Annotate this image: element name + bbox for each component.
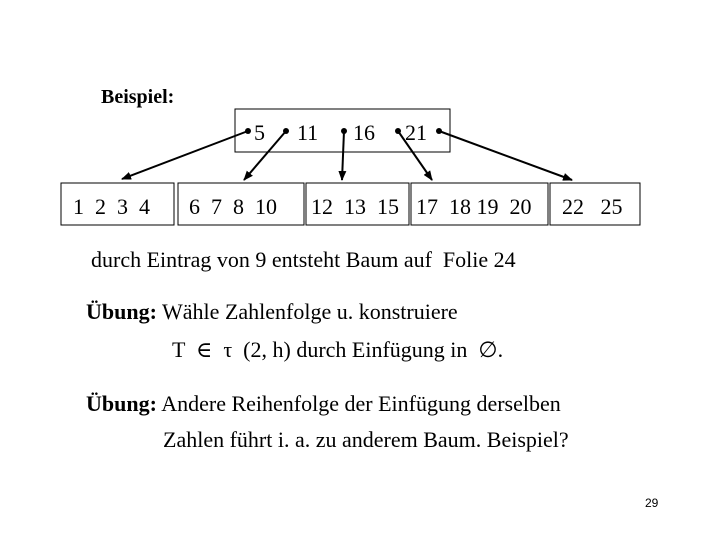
- example-heading: Beispiel:: [101, 86, 175, 108]
- root-key: 11: [297, 120, 319, 145]
- exercise-label: Übung:: [86, 299, 157, 324]
- page-number: 29: [645, 496, 659, 510]
- exercise-text: Andere Reihenfolge der Einfügung derselben: [161, 391, 561, 416]
- child-node-keys: 1 2 3 4: [73, 194, 150, 219]
- note-text: durch Eintrag von 9 entsteht Baum auf Folie 24: [91, 247, 516, 272]
- pointer-arrow: [342, 131, 344, 180]
- pointer-arrow: [439, 131, 572, 180]
- root-key: 16: [353, 120, 375, 145]
- child-node-keys: 12 13 15: [311, 194, 399, 219]
- root-key: 5: [254, 120, 265, 145]
- pointer-arrow: [122, 131, 248, 179]
- root-key: 21: [405, 120, 427, 145]
- exercise-2: [86, 391, 561, 417]
- exercise-1-line-2: T ∈ τ (2, h) durch Einfügung in ∅.: [172, 337, 504, 362]
- exercise-1: [86, 299, 458, 325]
- exercise-text: Wähle Zahlenfolge u. konstruiere: [162, 299, 458, 324]
- pointer-arrow: [244, 131, 286, 180]
- exercise-label: Übung:: [86, 391, 157, 416]
- child-node-keys: 17 18 19 20: [416, 194, 532, 219]
- child-node-keys: 6 7 8 10: [189, 194, 277, 219]
- exercise-2-line-2: Zahlen führt i. a. zu anderem Baum. Beispiel?: [163, 427, 569, 452]
- child-node-keys: 22 25: [562, 194, 623, 219]
